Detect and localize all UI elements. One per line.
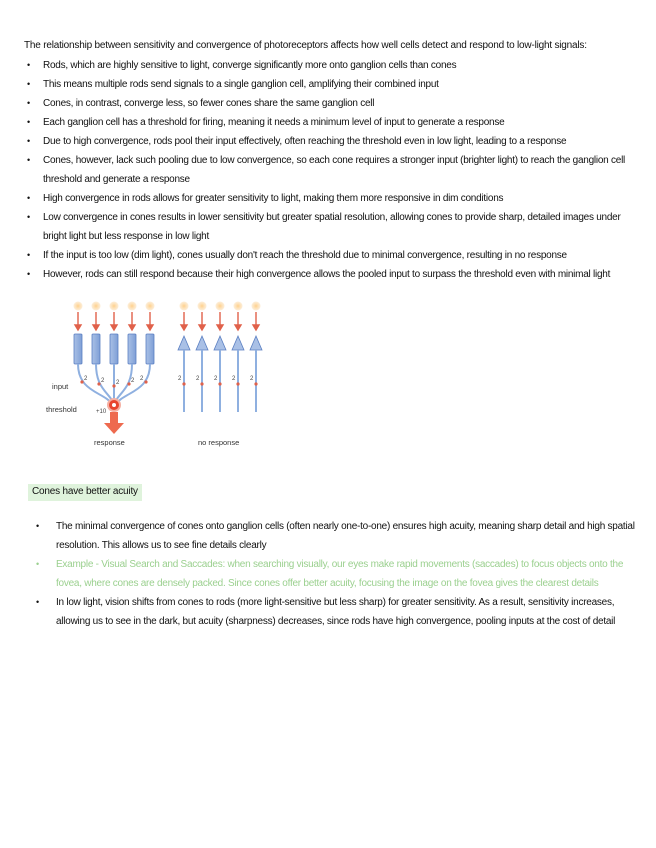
list-item: • If the input is too low (dim light), cones usually don't reach the threshold due to minimal convergence, resulting in no response	[24, 246, 640, 265]
list-item: • However, rods can still respond because their high convergence allows the pooled input to surpass the threshold even with minimal light	[24, 265, 640, 284]
input-value: 2	[101, 378, 105, 384]
input-value: 2	[178, 376, 182, 382]
input-value: 2	[196, 376, 200, 382]
input-value: 2	[116, 380, 120, 386]
list-item: • Due to high convergence, rods pool their input effectively, often reaching the threshold even in low light, leading to a response	[24, 132, 640, 151]
light-source-icon	[252, 302, 261, 311]
input-value: 2	[214, 376, 218, 382]
cone-pathway	[178, 302, 262, 448]
light-source-icon	[234, 302, 243, 311]
list-item: • Low convergence in cones results in lower sensitivity but greater spatial resolution, allowing cones to provide sharp, detailed images under bright light but less response in low light	[24, 208, 640, 246]
rod-cell	[110, 334, 118, 364]
input-value: 2	[250, 376, 254, 382]
list-item: • Rods, which are highly sensitive to light, converge significantly more onto ganglion cells than cones	[24, 56, 640, 75]
rod-cell	[74, 334, 82, 364]
light-source-icon	[146, 302, 155, 311]
example-list-item: • Example - Visual Search and Saccades: when searching visually, our eyes make rapid movements (saccades) to focus objects onto the fovea, where cones are densely packed. Since cones offer better acuity, focusing the image on the fovea gives the clearest details	[36, 555, 636, 593]
threshold-value: +10	[96, 409, 107, 415]
light-source-icon	[198, 302, 207, 311]
list-item: • High convergence in rods allows for greater sensitivity to light, making them more responsive in dim conditions	[24, 189, 640, 208]
light-source-icon	[216, 302, 225, 311]
intro-paragraph: The relationship between sensitivity and convergence of photoreceptors affects how well cells detect and respond to low-light signals:	[24, 40, 587, 51]
list-item: • The minimal convergence of cones onto ganglion cells (often nearly one-to-one) ensures high acuity, meaning sharp detail and high spatial resolution. This allows us to see fine details clearly	[36, 517, 636, 555]
rod-cell	[92, 334, 100, 364]
rod-cell	[146, 334, 154, 364]
convergence-diagram	[44, 292, 284, 452]
light-source-icon	[92, 302, 101, 311]
light-source-icon	[74, 302, 83, 311]
rod-pathway	[46, 302, 155, 448]
light-source-icon	[128, 302, 137, 311]
list-item: • Cones, in contrast, converge less, so fewer cones share the same ganglion cell	[24, 94, 640, 113]
list-item: • Each ganglion cell has a threshold for firing, meaning it needs a minimum level of input to generate a response	[24, 113, 640, 132]
input-value: 2	[131, 378, 135, 384]
cone-cell	[250, 336, 262, 350]
cone-cell	[196, 336, 208, 350]
input-value: 2	[84, 376, 88, 382]
rod-cell	[128, 334, 136, 364]
cone-cell	[214, 336, 226, 350]
cone-cell	[232, 336, 244, 350]
input-value: 2	[232, 376, 236, 382]
no-response-label: no response	[198, 438, 240, 447]
light-source-icon	[180, 302, 189, 311]
response-arrow	[104, 412, 124, 434]
cone-cell	[178, 336, 190, 350]
response-label: response	[94, 438, 125, 447]
input-value: 2	[140, 376, 144, 382]
list-item: • Cones, however, lack such pooling due to low convergence, so each cone requires a stronger input (brighter light) to reach the ganglion cell threshold and generate a response	[24, 151, 640, 189]
acuity-bullet-list	[36, 517, 636, 631]
section-heading: Cones have better acuity	[28, 484, 142, 501]
input-label: input	[52, 382, 69, 391]
convergence-bullet-list	[24, 56, 640, 284]
list-item: • In low light, vision shifts from cones to rods (more light-sensitive but less sharp) for greater sensitivity. As a result, sensitivity increases, allowing us to see in the dark, but acuity (sharpness) decreases, since rods have high convergence, pooling inputs at the cost of detail	[36, 593, 636, 631]
threshold-label: threshold	[46, 405, 77, 414]
light-source-icon	[110, 302, 119, 311]
list-item: • This means multiple rods send signals to a single ganglion cell, amplifying their combined input	[24, 75, 640, 94]
